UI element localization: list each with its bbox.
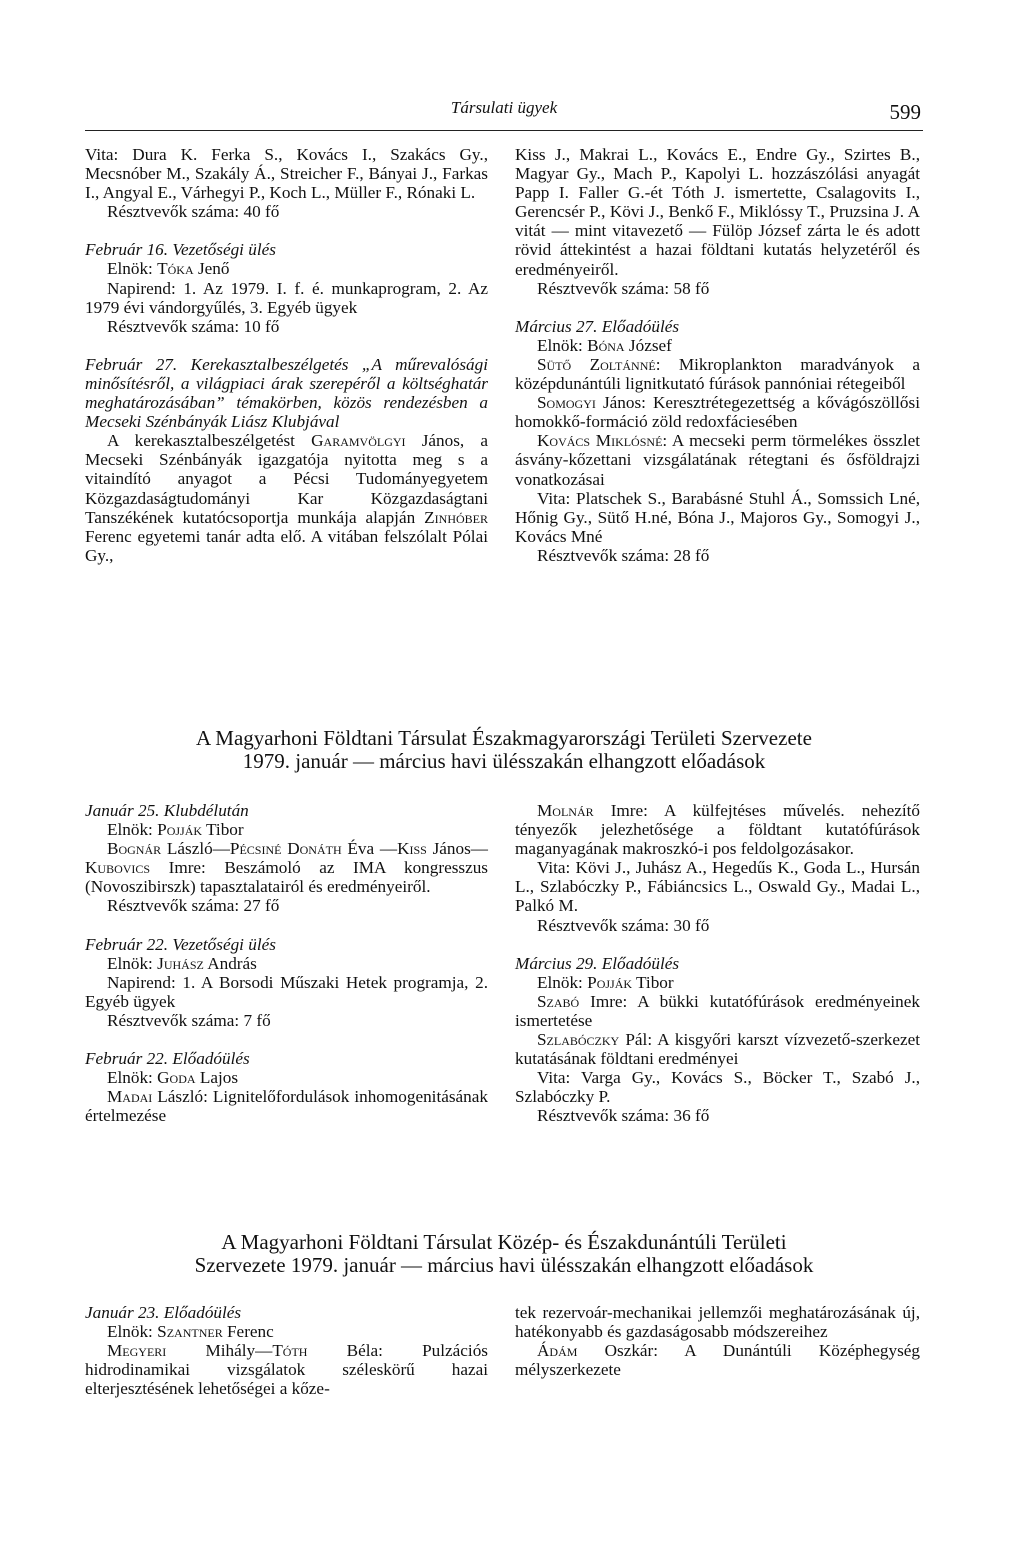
chair-line: Elnök: Bóna József — [537, 335, 672, 355]
meeting-heading: Február 16. Vezetőségi ülés — [85, 240, 276, 260]
vita-list: Vita: Dura K. Ferka S., Kovács I., Szakács Gy., Mecsnóber M., Szakály Á., Streicher F., Bányai J., Farkas I., Angyal E., Várhegyi P., Koch L., Müller F., Rónaki L. — [85, 145, 488, 203]
participants-count: Résztvevők száma: 30 fő — [537, 915, 710, 935]
talk-entry: Sütő Zoltánné: Mikroplankton maradványok a középdunántúli lignitkutató fúrások pannóniai rétegeiből — [515, 354, 920, 394]
section-title: A Magyarhoni Földtani Társulat Északmagyarországi Területi Szervezete 1979. január — március havi ülésszakán elhangzott előadások — [196, 726, 812, 773]
running-title: Társulati ügyek — [450, 98, 558, 117]
talk-entry: Kovács Miklósné: A mecseki perm törmelékes összlet ásvány-kőzettani vizsgálatának rétegtani és ősföldrajzi vonatkozásai — [515, 431, 920, 489]
chair-line: Elnök: Pojják Tibor — [107, 820, 244, 840]
talk-entry: Megyeri Mihály—Tóth Béla: Pulzációs hidrodinamikai vizsgálatok széleskörű hazai elterjesztésének lehetőségei a kőze- — [85, 1341, 488, 1399]
section-title: A Magyarhoni Földtani Társulat Közép- és Északdunántúli Területi Szervezete 1979. január — március havi ülésszakán elhangzott előadások — [194, 1230, 814, 1277]
section3-left-column — [85, 1303, 488, 1398]
chair-line: Elnök: Goda Lajos — [107, 1068, 239, 1088]
participants-count: Résztvevők száma: 10 fő — [107, 316, 280, 336]
agenda: Napirend: 1. A Borsodi Műszaki Hetek programja, 2. Egyéb ügyek — [85, 972, 488, 1011]
chair-line: Elnök: Szantner Ferenc — [107, 1322, 274, 1342]
chair-line: Elnök: Tóka Jenő — [107, 259, 230, 279]
talk-entry: Ádám Oszkár: A Dunántúli Középhegység mélyszerkezete — [515, 1341, 920, 1380]
vita-list: Vita: Platschek S., Barabásné Stuhl Á., Somssich Lné, Hőnig Gy., Sütő H.né, Bóna J., Majoros Gy., Somogyi J., Kovács Mné — [515, 488, 920, 546]
meeting-heading: Január 25. Klubdélután — [85, 801, 249, 820]
top-left-column — [85, 145, 488, 565]
paragraph-continuation: tek rezervoár-mechanikai jellemzői meghatározásának új, hatékonyabb és gazdaságosabb módszereihez — [515, 1303, 920, 1342]
participants-count: Résztvevők száma: 58 fő — [537, 278, 710, 298]
talk-entry: Szlabóczky Pál: A kisgyőri karszt vízvezető-szerkezet kutatásának földtani eredményei — [515, 1030, 920, 1069]
vita-list: Vita: Kövi J., Juhász A., Hegedűs K., Goda L., Hursán L., Szlabóczky P., Fábiáncsics L., Oswald Gy., Madai L., Palkó M. — [515, 858, 920, 916]
talk-entry: Bognár László—Pécsiné Donáth Éva —Kiss János—Kubovics Imre: Beszámoló az IMA kongresszus (Novoszibirszk) tapasztalatairól és eredményeiről. — [85, 839, 488, 897]
participants-count: Résztvevők száma: 7 fő — [107, 1010, 271, 1030]
chair-line: Elnök: Pojják Tibor — [537, 972, 674, 992]
participants-count: Résztvevők száma: 40 fő — [107, 202, 280, 222]
participants-count: Résztvevők száma: 27 fő — [107, 896, 280, 916]
participants-count: Résztvevők száma: 36 fő — [537, 1106, 710, 1126]
meeting-paragraph: A kerekasztalbeszélgetést Garamvölgyi János, a Mecseki Szénbányák igazgatója nyitotta meg s a vitaindító anyagot a Pécsi Tudományegyetem Közgazdaságtudományi Kar Közgazdaságtani Tanszékének kutatócsoportja munkája alapján Zinhóber Ferenc egyetemi tanár adta elő. A vitában felszólalt Pólai Gy., — [85, 431, 488, 565]
vita-list: Vita: Varga Gy., Kovács S., Böcker T., Szabó J., Szlabóczky P. — [515, 1068, 920, 1107]
paragraph-continuation: Kiss J., Makrai L., Kovács E., Endre Gy., Szirtes B., Magyar Gy., Mach P., Kapolyi L. hozzászólási anyagát Papp I. Faller G.-ét Tóth J. ismertette, Csalagovits I., Gerencsér P., Kövi J., Benkő F., Miklóssy T., Pruzsina J. A vitát — mint vitavezető — Fülöp József zárta le és adott rövid áttekintést a hazai földtani kutatás helyzetéről és eredményeiről. — [515, 145, 920, 279]
meeting-heading: Február 27. Kerekasztalbeszélgetés „A műrevalósági minősítésről, a világpiaci árak szerepéről a költséghatár meghatározásában” témakörben, közös rendezésben a Mecseki Szénbányák Liász Klubjával — [85, 354, 488, 432]
agenda: Napirend: 1. Az 1979. I. f. é. munkaprogram, 2. Az 1979 évi vándorgyűlés, 3. Egyéb ügyek — [85, 278, 488, 317]
running-header — [85, 96, 923, 131]
talk-entry: Madai László: Lignitelőfordulások inhomogenitásának értelmezése — [85, 1087, 488, 1126]
meeting-heading: Január 23. Előadóülés — [85, 1303, 242, 1322]
section2-right-column — [515, 801, 920, 1126]
participants-count: Résztvevők száma: 28 fő — [537, 545, 710, 565]
page-number: 599 — [889, 100, 921, 124]
chair-line: Elnök: Juhász András — [107, 953, 257, 973]
meeting-heading: Március 29. Előadóülés — [515, 953, 680, 973]
section3-right-column — [515, 1303, 920, 1379]
top-right-column — [515, 145, 920, 565]
talk-entry: Molnár Imre: A külfejtéses művelés. nehezítő tényezők jelezhetősége a földtant kutatófúrások maganyagának makroszkó-i pos feldolgozásakor. — [515, 801, 920, 859]
section2-left-column — [85, 801, 488, 1125]
meeting-heading: Február 22. Előadóülés — [85, 1049, 250, 1069]
meeting-heading: Február 22. Vezetőségi ülés — [85, 934, 276, 954]
talk-entry: Szabó Imre: A bükki kutatófúrások eredményeinek ismertetése — [515, 991, 920, 1030]
talk-entry: Somogyi János: Keresztrétegezettség a kővágószöllősi homokkő-formáció zöld redoxfáciesében — [515, 393, 920, 432]
meeting-heading: Március 27. Előadóülés — [515, 316, 680, 336]
